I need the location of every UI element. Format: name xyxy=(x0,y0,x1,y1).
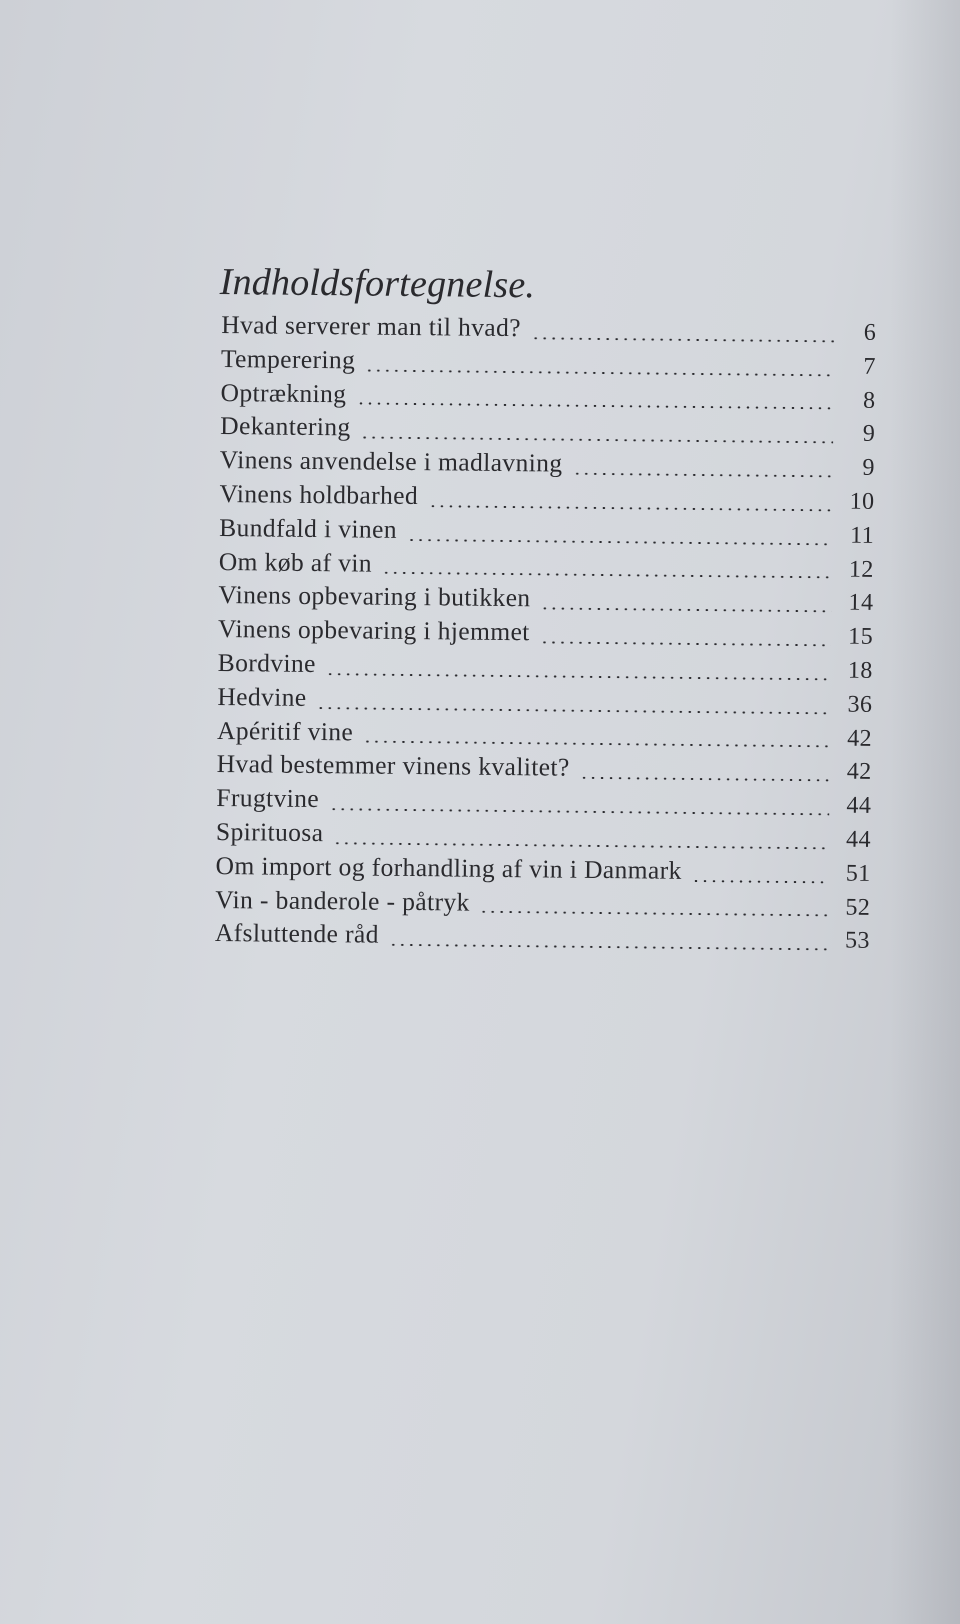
dot-leader xyxy=(365,369,834,376)
dot-leader xyxy=(361,437,834,444)
toc-entry-page-number: 52 xyxy=(845,894,871,921)
toc-entry-label: Dekantering xyxy=(220,411,351,442)
toc-entry-page-number: 6 xyxy=(863,319,877,346)
dot-leader xyxy=(540,608,831,613)
toc-entry-label: Om køb af vin xyxy=(218,546,373,578)
toc-entry-page-number: 36 xyxy=(847,691,873,718)
dot-leader xyxy=(329,808,829,815)
dot-leader xyxy=(326,673,831,680)
toc-entry-label: Hvad bestemmer vinens kvalitet? xyxy=(216,749,570,783)
toc-entry-page-number: 9 xyxy=(862,454,875,482)
dot-leader xyxy=(363,741,830,748)
toc-entry xyxy=(215,918,870,959)
toc-entry-page-number: 9 xyxy=(862,421,876,448)
dot-leader xyxy=(540,641,831,646)
toc-entry-page-number: 18 xyxy=(847,657,873,684)
toc-entry-label: Frugtvine xyxy=(216,783,320,814)
dot-leader xyxy=(531,337,834,342)
toc-entry-label: Vinens opbevaring i hjemmet xyxy=(217,614,530,647)
toc-entry-page-number: 44 xyxy=(845,826,872,853)
toc-entry-label: Hedvine xyxy=(217,681,307,712)
toc-entry-label: Afsluttende råd xyxy=(214,918,379,950)
toc-entry-label: Optrækning xyxy=(220,377,347,408)
dot-leader xyxy=(572,473,832,478)
dot-leader xyxy=(428,505,832,511)
toc-entry-label: Om import og forhandling af vin i Danmark xyxy=(215,850,682,885)
dot-leader xyxy=(580,777,830,782)
toc-entry-page-number: 42 xyxy=(846,758,872,786)
toc-heading: Indholdsfortegnelse. xyxy=(219,260,536,307)
toc-entry-label: Apéritif vine xyxy=(216,715,354,746)
toc-entry-page-number: 53 xyxy=(844,927,871,955)
toc-entry-page-number: 7 xyxy=(863,353,877,380)
toc-entry-label: Temperering xyxy=(220,343,356,375)
table-of-contents xyxy=(215,258,877,959)
toc-entry-page-number: 42 xyxy=(847,725,873,752)
dot-leader xyxy=(356,403,833,410)
toc-entry-label: Vin - banderole - påtryk xyxy=(215,884,470,917)
toc-entry-label: Vinens holdbarhed xyxy=(219,478,419,511)
toc-entry-page-number: 14 xyxy=(848,589,874,617)
toc-entry-label: Hvad serverer man til hvad? xyxy=(221,309,522,343)
dot-leader xyxy=(316,707,830,714)
dot-leader xyxy=(692,880,829,883)
dot-leader xyxy=(480,911,829,917)
toc-entry-page-number: 10 xyxy=(849,488,875,515)
toc-entry-page-number: 44 xyxy=(846,792,872,819)
dot-leader xyxy=(407,539,832,545)
dot-leader xyxy=(382,572,832,579)
toc-entry-page-number: 8 xyxy=(863,387,876,414)
toc-list xyxy=(215,310,877,959)
toc-entry-label: Spirituosa xyxy=(215,816,324,848)
toc-entry-page-number: 11 xyxy=(850,522,875,549)
toc-entry-label: Bundfald i vinen xyxy=(219,512,398,544)
dot-leader xyxy=(333,842,829,849)
dot-leader xyxy=(389,944,828,951)
toc-entry-page-number: 15 xyxy=(848,623,874,651)
toc-entry-label: Vinens anvendelse i madlavning xyxy=(219,445,563,478)
toc-entry-page-number: 12 xyxy=(848,556,874,583)
toc-entry-label: Bordvine xyxy=(217,647,317,678)
toc-entry-page-number: 51 xyxy=(845,860,871,887)
toc-entry-label: Vinens opbevaring i butikken xyxy=(218,580,531,613)
